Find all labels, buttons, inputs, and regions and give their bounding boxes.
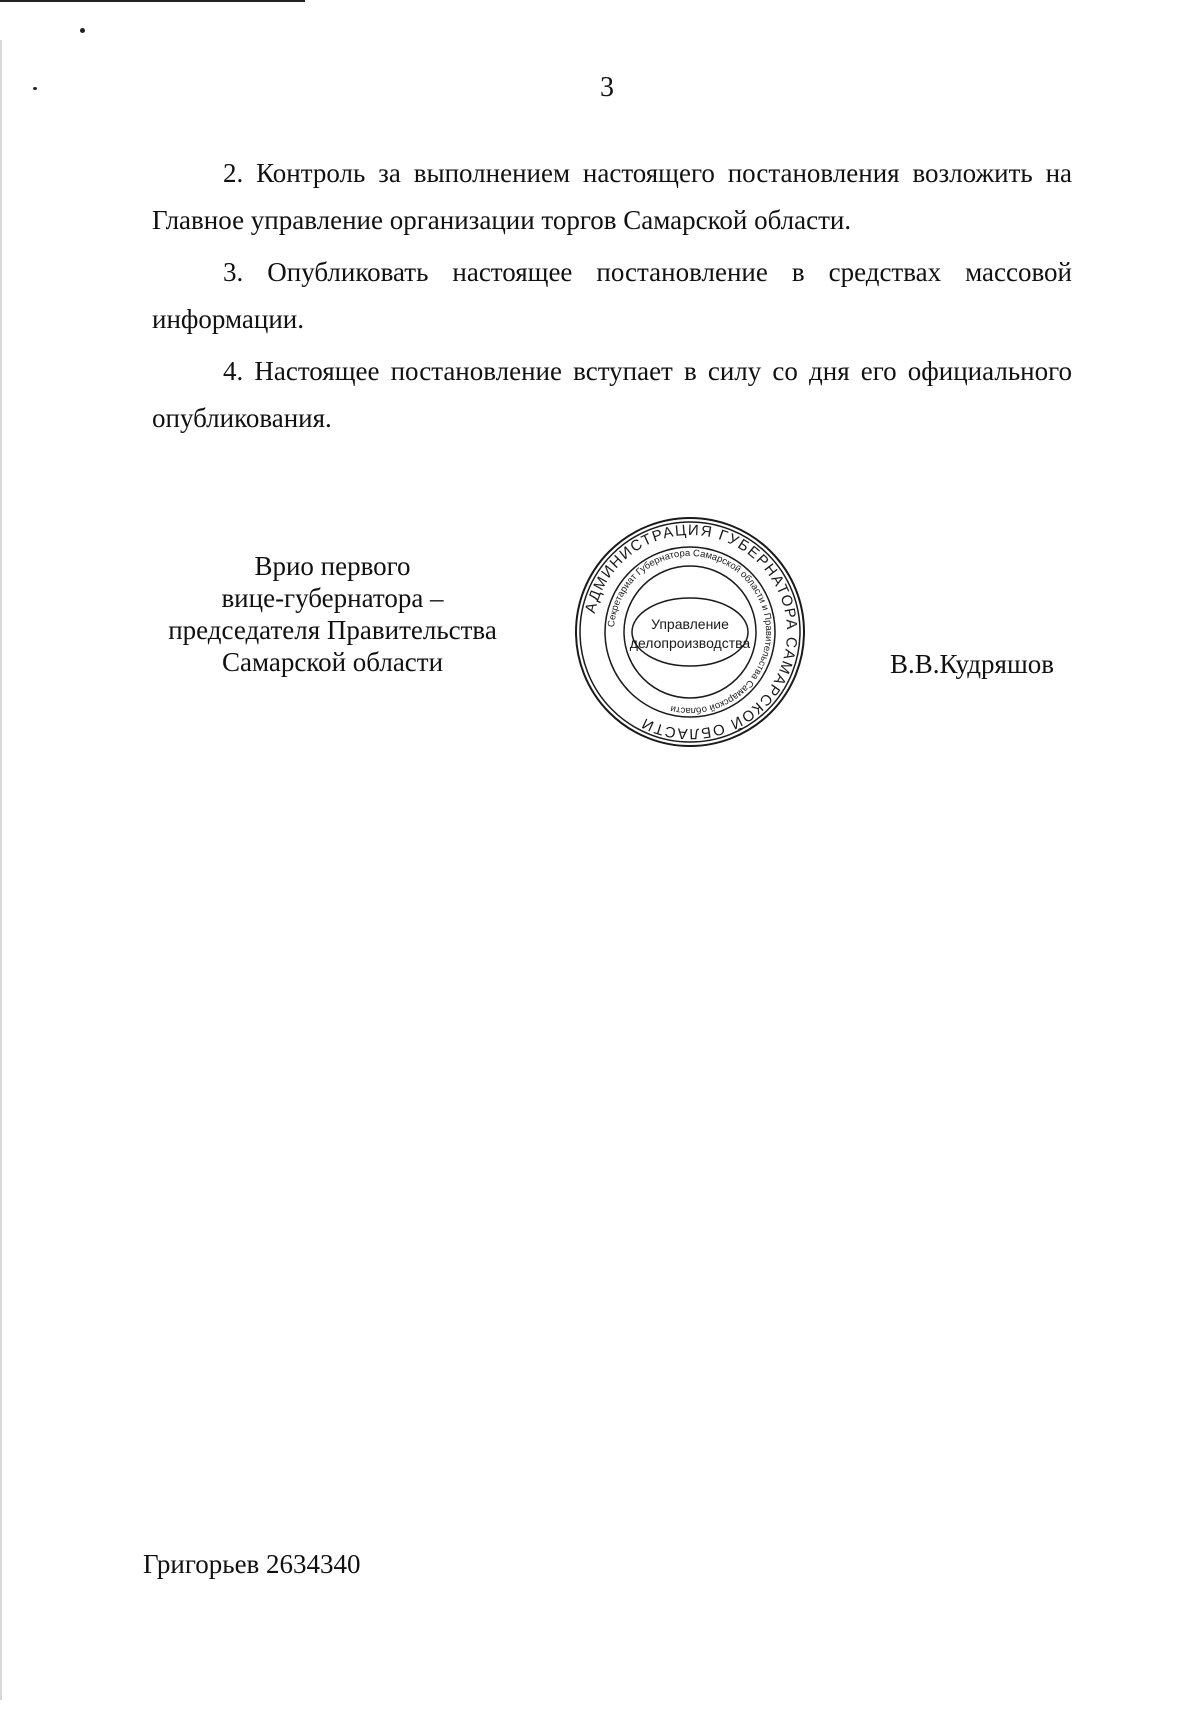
scan-edge-left [0, 40, 2, 1700]
signatory-name: В.В.Кудряшов [890, 649, 1054, 679]
paragraph-control: 2. Контроль за выполнением настоящего постановления возложить на Главное управление организации торгов Самарской области. [152, 158, 1072, 235]
paragraph-publish: 3. Опубликовать настоящее постановление в средствах массовой информации. [152, 257, 1072, 334]
stamp-center-line: делопроизводства [629, 635, 751, 651]
paragraph-effective: 4. Настоящее постановление вступает в силу со дня его официального опубликования. [152, 356, 1072, 433]
signatory-title-line: Самарской области [221, 647, 444, 677]
signatory-title [145, 550, 520, 678]
scan-edge-top [0, 0, 305, 2]
scan-speck [80, 28, 85, 33]
executor-contact: Григорьев 2634340 [143, 1549, 361, 1579]
stamp-center-line: Управление [651, 616, 729, 632]
document-body [152, 150, 1072, 447]
stamp-inner-text: Секретариат Губернатора Самарской области и Правительства Самарской области [606, 547, 775, 717]
signatory-title-line: Врио первого [254, 551, 411, 581]
signatory-title-line: председателя Правительства [168, 615, 497, 645]
official-stamp [570, 512, 810, 752]
stamp-outer-text: АДМИНИСТРАЦИЯ ГУБЕРНАТОРА САМАРСКОЙ ОБЛАСТИ [581, 521, 801, 743]
scan-speck [33, 87, 37, 90]
signatory-title-line: вице-губернатора – [221, 583, 444, 613]
page-number: 3 [600, 72, 614, 103]
